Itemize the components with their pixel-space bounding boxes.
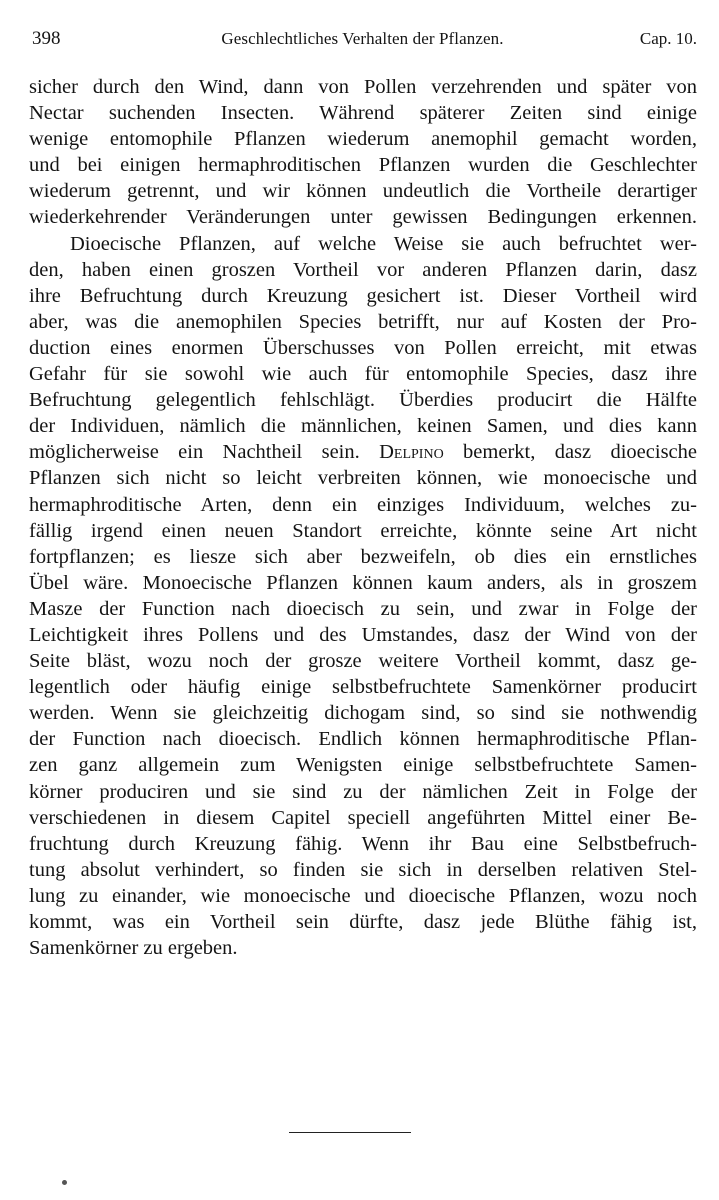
running-title: Geschlechtliches Verhalten der Pflanzen.: [221, 29, 504, 48]
text-line: werden. Wenn sie gleichzeitig dichogam sind, so sind sie nothwendig: [29, 702, 697, 725]
text-line: Übel wäre. Monoecische Pflanzen können kaum anders, als in groszem: [29, 571, 697, 594]
text-line: lung zu einander, wie monoecische und dioecische Pflanzen, wozu noch: [29, 884, 697, 907]
text-line: duction eines enormen Überschusses von Pollen erreicht, mit etwas: [29, 336, 697, 359]
text-line: Masze der Function nach dioecisch zu sein, und zwar in Folge der: [29, 597, 697, 620]
text-line: fällig irgend einen neuen Standort erreichte, könnte seine Art nicht: [29, 519, 697, 542]
text-line: verschiedenen in diesem Capitel speciell angeführten Mittel einer Be-: [29, 806, 697, 829]
text-line: zen ganz allgemein zum Wenigsten einige selbstbefruchtete Samen-: [29, 754, 697, 777]
text-line: Leichtigkeit ihres Pollens und des Umstandes, dasz der Wind von der: [29, 623, 697, 646]
text-line: Dioecische Pflanzen, auf welche Weise sie auch befruchtet wer-: [70, 232, 697, 255]
text-line: ihre Befruchtung durch Kreuzung gesichert ist. Dieser Vortheil wird: [29, 284, 697, 307]
text-line: wenige entomophile Pflanzen wiederum anemophil gemacht worden,: [29, 128, 697, 151]
text-line: aber, was die anemophilen Species betrifft, nur auf Kosten der Pro-: [29, 310, 697, 333]
text-line: Befruchtung gelegentlich fehlschlägt. Überdies producirt die Hälfte: [29, 389, 697, 412]
text-line: Seite bläst, wozu noch der grosze weitere Vortheil kommt, dasz ge-: [29, 650, 697, 673]
author-name: Delpino: [379, 441, 444, 464]
text-line: den, haben einen groszen Vortheil vor anderen Pflanzen darin, dasz: [29, 258, 697, 281]
text-line-with-author: [29, 439, 697, 465]
page-number: 398: [32, 28, 61, 49]
text-line: hermaphroditische Arten, denn ein einziges Individuum, welches zu-: [29, 493, 697, 516]
text-line: legentlich oder häufig einige selbstbefruchtete Samenkörner producirt: [29, 676, 697, 699]
text-line: sicher durch den Wind, dann von Pollen verzehrenden und später von: [29, 76, 697, 98]
text-line: Nectar suchenden Insecten. Während späterer Zeiten sind einige: [29, 102, 697, 125]
text-line: der Individuen, nämlich die männlichen, keinen Samen, und dies kann: [29, 415, 697, 438]
text-line: kommt, was ein Vortheil sein dürfte, dasz jede Blüthe fähig ist,: [29, 911, 697, 933]
text-line: der Function nach dioecisch. Endlich können hermaphroditische Pflan-: [29, 728, 697, 751]
text-line: Pflanzen sich nicht so leicht verbreiten können, wie monoecische und: [29, 467, 697, 490]
running-header: [28, 26, 697, 52]
paragraph-2: [29, 231, 697, 962]
text-line: tung absolut verhindert, so finden sie sich in derselben relativen Stel-: [29, 858, 697, 881]
text-segment: möglicherweise ein Nachtheil sein.: [29, 441, 360, 464]
text-line: wiederkehrender Veränderungen unter gewissen Bedingungen erkennen.: [29, 206, 697, 229]
text-line: und bei einigen hermaphroditischen Pflanzen wurden die Geschlechter: [29, 154, 697, 177]
paragraph-1: [29, 74, 697, 231]
text-line: wiederum getrennt, und wir können undeutlich die Vortheile derartiger: [29, 180, 697, 203]
body-text: [29, 74, 697, 961]
text-line: fortpflanzen; es liesze sich aber bezweifeln, ob dies ein ernstliches: [29, 545, 697, 568]
print-speck: [62, 1180, 67, 1185]
text-line: Samenkörner zu ergeben.: [29, 937, 238, 960]
text-line: Gefahr für sie sowohl wie auch für entomophile Species, dasz ihre: [29, 363, 697, 386]
text-line: körner produciren und sie sind zu der nämlichen Zeit in Folge der: [29, 780, 697, 803]
text-segment: bemerkt, dasz dioecische: [443, 441, 697, 464]
text-line: fruchtung durch Kreuzung fähig. Wenn ihr Bau eine Selbstbefruch-: [29, 832, 697, 855]
chapter-label: Cap. 10.: [639, 29, 697, 48]
section-divider: [289, 1132, 411, 1133]
